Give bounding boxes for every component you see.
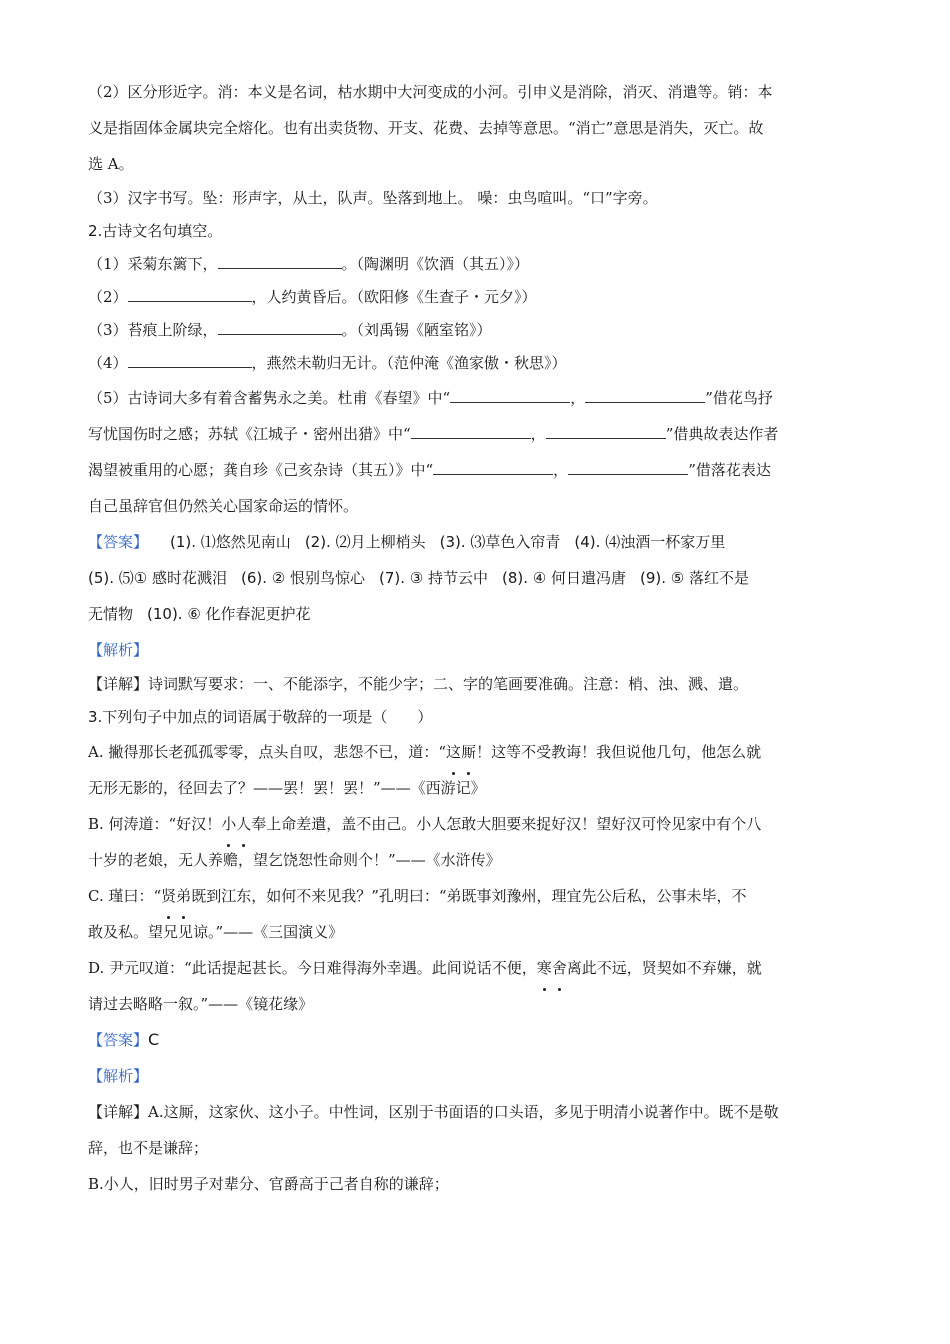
- q3-title: 3.下列句子中加点的词语属于敬辞的一项是（ ）: [88, 708, 433, 726]
- dotted-char: 人: [236, 806, 251, 842]
- q2-item5-line3: 渴望被重用的心愿；龚自珍《己亥杂诗（其五）》中“ ， ”借落花表达: [88, 461, 771, 479]
- q2-detail: 【详解】诗词默写要求：一、不能添字，不能少字；二、字的笔画要准确。注意：梢、浊、溅、遣。: [88, 675, 749, 693]
- blank-5a: [450, 388, 570, 403]
- dotted-char: 弟: [176, 878, 191, 914]
- q3-detail-line1: 【详解】A.这厮，这家伙、这小子。中性词，区别于书面语的口头语，多见于明清小说著作中。既不是敬: [88, 1103, 779, 1121]
- q1-part2-line1: （2）区分形近字。消：本义是名词，枯水期中大河变成的小河。引申义是消除，消灭、消遣等。销：本: [88, 83, 773, 101]
- dotted-char: 贤: [161, 878, 176, 914]
- q3-option-b-line2: 十岁的老娘，无人养赡，望乞饶恕性命则个！”——《水浒传》: [88, 851, 501, 869]
- blank-1: [218, 254, 342, 269]
- q3-option-c-line2: 敢及私。望兄见谅。”——《三国演义》: [88, 923, 344, 941]
- q2-answer-line1: [88, 524, 863, 560]
- q2-item5-line2: 写忧国伤时之感；苏轼《江城子・密州出猎》中“ ， ”借典故表达作者: [88, 425, 779, 443]
- answer-item: (4). ⑷浊酒一杯家万里: [574, 533, 726, 551]
- dotted-char: 舍: [552, 950, 567, 986]
- answer-tag: 【答案】: [88, 533, 149, 551]
- blank-5d: [546, 424, 666, 439]
- q1-part2-line3: 选 A。: [88, 155, 134, 173]
- answer-item: (7). ③ 持节云中: [379, 569, 488, 587]
- q2-item2: （2） ，人约黄昏后。（欧阳修《生查子・元夕》）: [88, 288, 537, 306]
- q3-analysis-tag: 【解析】: [88, 1067, 149, 1085]
- q2-item3: （3）苔痕上阶绿， 。（刘禹锡《陋室铭》）: [88, 321, 492, 339]
- blank-5b: [585, 388, 705, 403]
- dotted-char: 这: [446, 734, 461, 770]
- answer-item: (6). ② 恨别鸟惊心: [241, 569, 365, 587]
- q3-detail-line3: B.小人，旧时男子对辈分、官爵高于己者自称的谦辞；: [88, 1175, 449, 1193]
- q2-item5-line4: 自己虽辞官但仍然关心国家命运的情怀。: [88, 497, 359, 515]
- q2-title: 2.古诗文名句填空。: [88, 222, 223, 240]
- q2-item5-line1: （5）古诗词大多有着含蓄隽永之美。杜甫《春望》中“ ， ”借花鸟抒: [88, 389, 773, 407]
- dotted-char: 小: [221, 806, 236, 842]
- blank-4: [128, 353, 252, 368]
- q3-answer-line: [88, 1022, 863, 1058]
- q3-detail-line2: 辞，也不是谦辞；: [88, 1139, 209, 1157]
- q2-item4: （4） ，燕然未勒归无计。（范仲淹《渔家傲・秋思》）: [88, 354, 567, 372]
- q1-part2-line2: 义是指固体金属块完全熔化。也有出卖货物、开支、花费、去掉等意思。“消亡”意思是消失，灭亡。故: [88, 119, 764, 137]
- q3-option-a-line2: 无形无影的，径回去了？——罢！罢！罢！”——《西游记》: [88, 779, 486, 797]
- q3-option-c-line1: C. 瑾曰：“贤弟既到江东，如何不来见我？”孔明曰：“弟既事刘豫州，理宜先公后私，公事未毕，不: [88, 878, 863, 914]
- answer-value: C: [148, 1030, 160, 1049]
- q1-part3: （3）汉字书写。坠：形声字，从土，队声。坠落到地上。 噪：虫鸟喧叫。“口”字旁。: [88, 189, 658, 207]
- blank-5f: [568, 460, 688, 475]
- answer-item: (10). ⑥ 化作春泥更护花: [147, 605, 311, 623]
- blank-5c: [411, 424, 531, 439]
- dotted-char: 厮: [461, 734, 476, 770]
- answer-item: (3). ⑶草色入帘青: [439, 533, 561, 551]
- document-page: [88, 74, 863, 1202]
- blank-3: [218, 320, 342, 335]
- answer-item: (9). ⑤ 落红不是: [640, 569, 749, 587]
- answer-item: 无情物: [88, 605, 134, 623]
- blank-5e: [433, 460, 553, 475]
- answer-item: (2). ⑵月上柳梢头: [304, 533, 426, 551]
- q2-answer-line2: [88, 560, 863, 596]
- q3-option-d-line2: 请过去略略一叙。”——《镜花缘》: [88, 995, 314, 1013]
- dotted-char: 寒: [537, 950, 552, 986]
- answer-item: (1). ⑴悠然见南山: [170, 533, 291, 551]
- answer-tag: 【答案】: [88, 1031, 149, 1049]
- q3-option-b-line1: B. 何涛道：“好汉！小人奉上命差遣，盖不由己。小人怎敢大胆要来捉好汉！望好汉可怜见家中有个八: [88, 806, 863, 842]
- q3-option-d-line1: D. 尹元叹道：“此话提起甚长。今日难得海外幸遇。此间说话不便，寒舍离此不远，贤契如不弃嫌，就: [88, 950, 863, 986]
- q2-answer-line3: [88, 596, 863, 632]
- q3-option-a-line1: A. 撇得那长老孤孤零零，点头自叹，悲怨不已，道：“这厮！这等不受教诲！我但说他几句，他怎么就: [88, 734, 863, 770]
- answer-item: (5). ⑸① 感时花溅泪: [88, 569, 227, 587]
- q2-item1: （1）采菊东篱下， 。（陶渊明《饮酒（其五）》）: [88, 255, 530, 273]
- q2-analysis-tag: 【解析】: [88, 641, 149, 659]
- answer-item: (8). ④ 何日遣冯唐: [502, 569, 626, 587]
- blank-2: [128, 287, 252, 302]
